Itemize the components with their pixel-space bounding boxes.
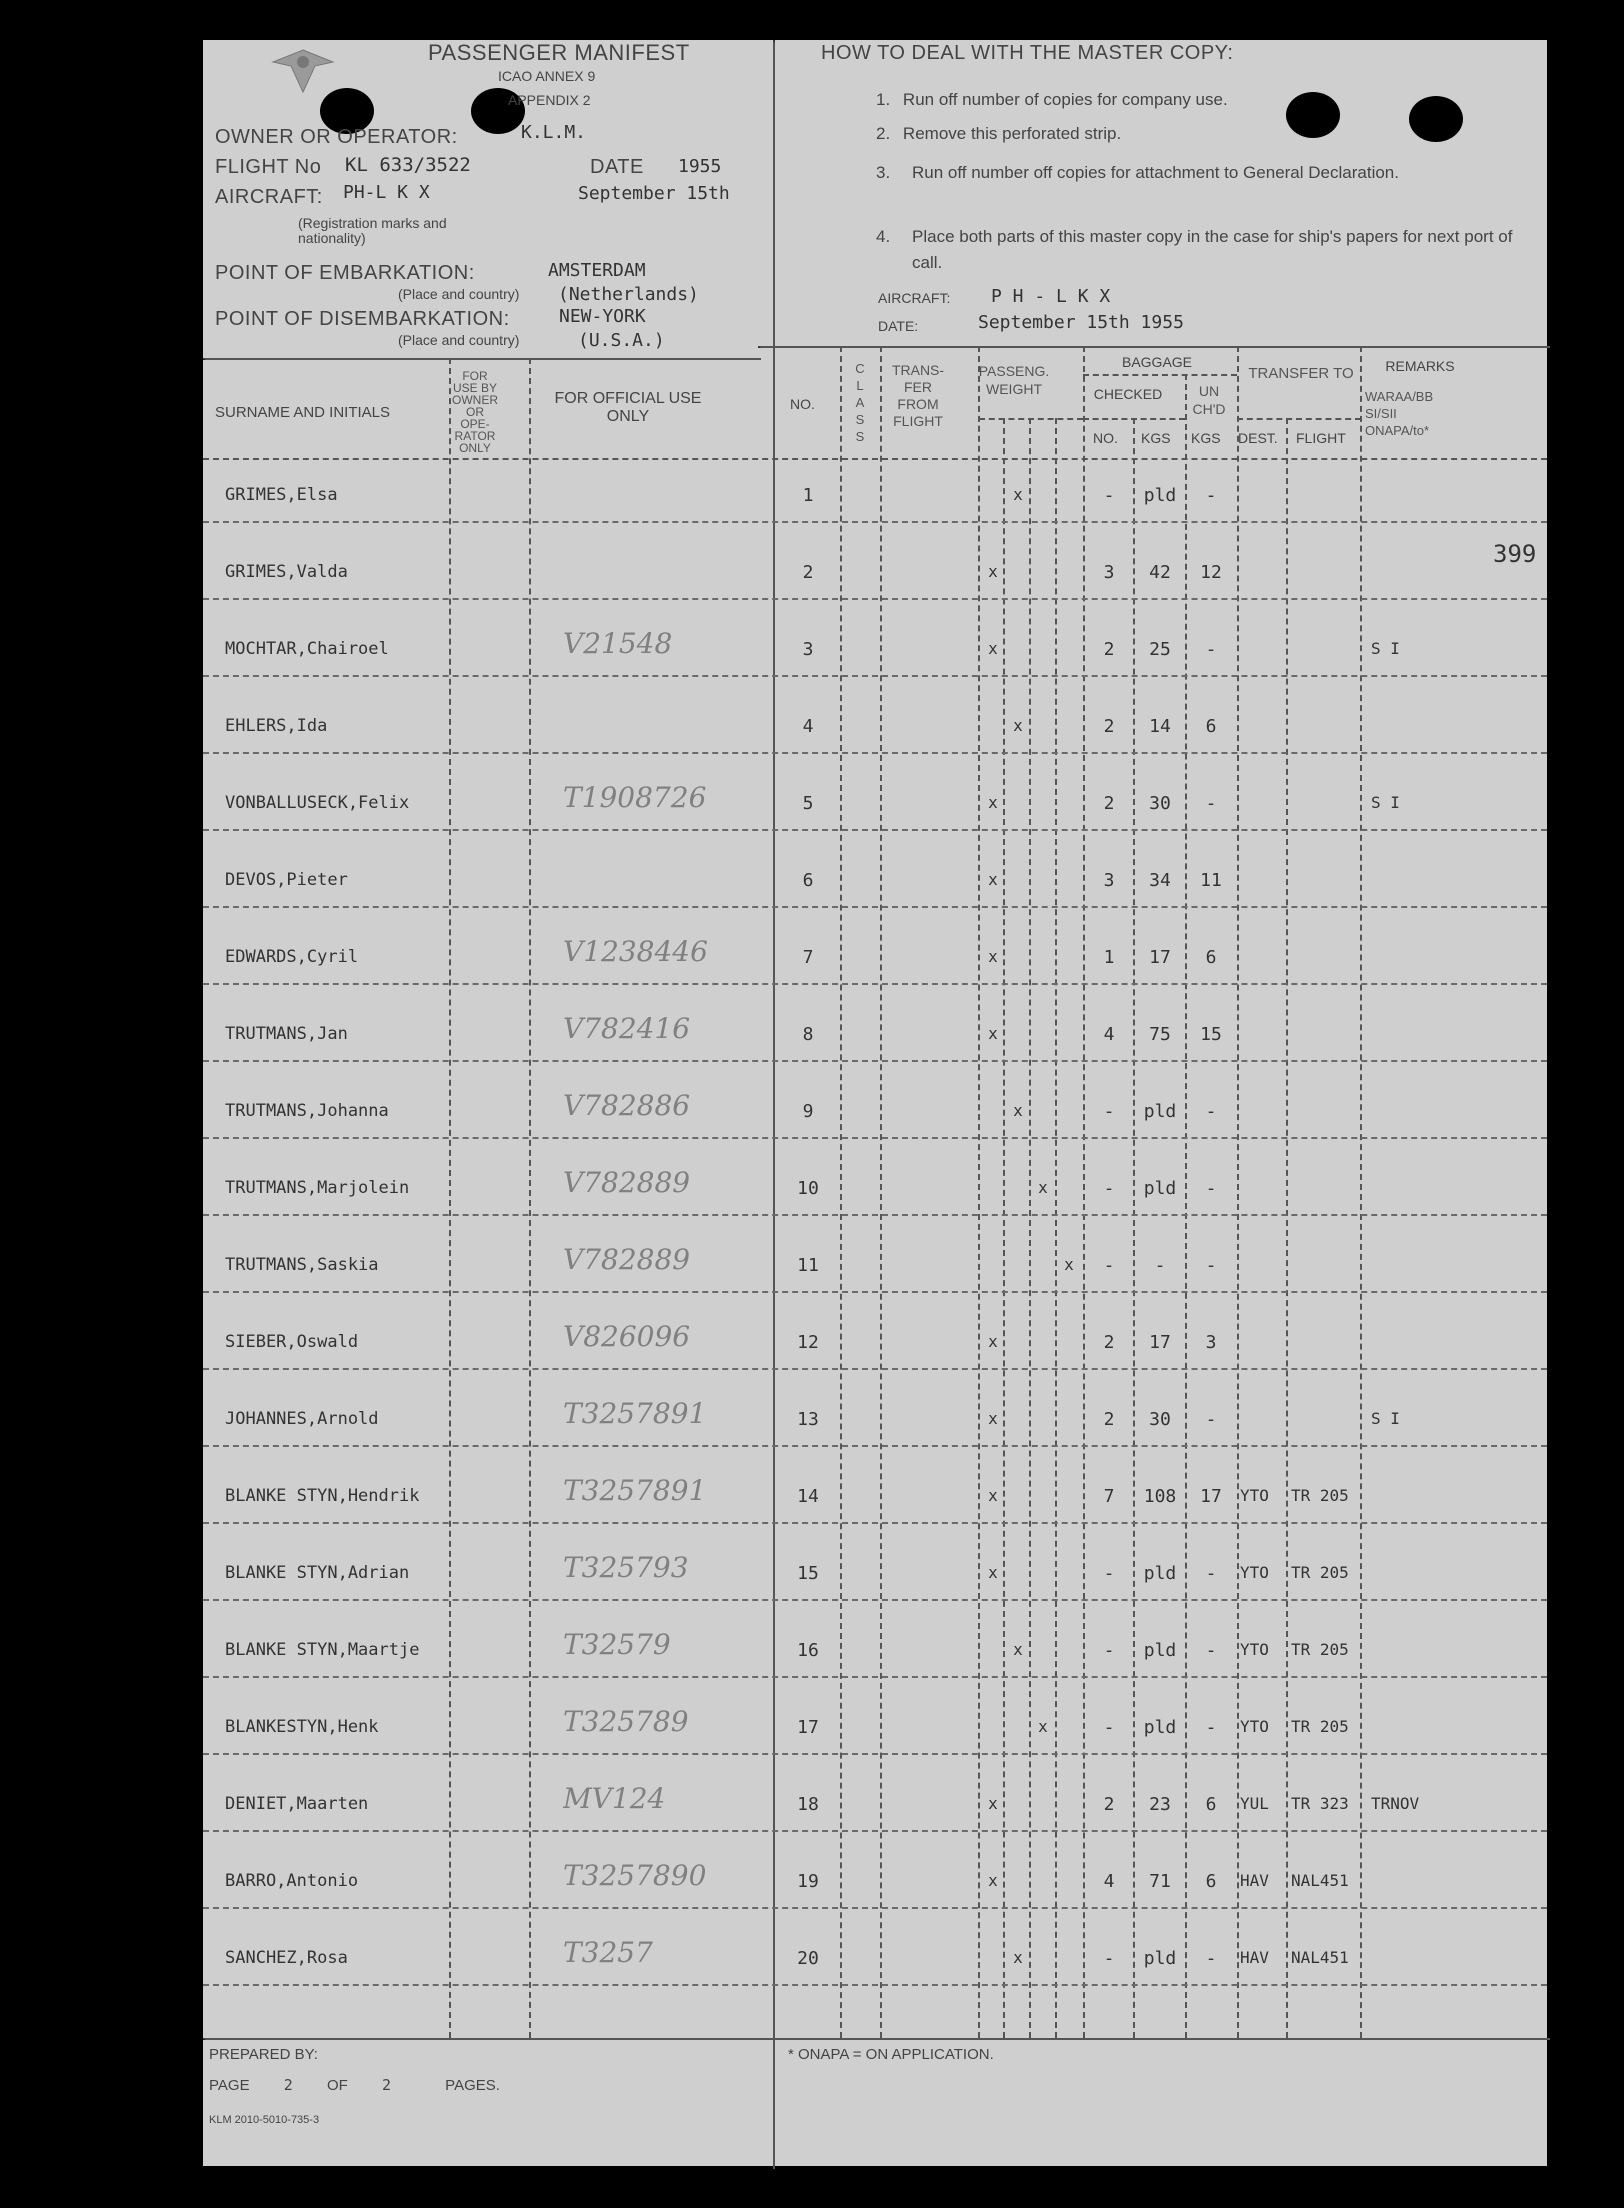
passenger-name: DENIET,Maarten bbox=[225, 1794, 369, 1814]
transfer-flight: TR 205 bbox=[1291, 1640, 1349, 1659]
header-divider bbox=[203, 358, 761, 360]
transfer-flight: TR 205 bbox=[1291, 1563, 1349, 1582]
bag-kgs: 75 bbox=[1149, 1024, 1171, 1045]
step-number: 2. bbox=[876, 124, 891, 143]
bag-kgs: 14 bbox=[1149, 716, 1171, 737]
master-aircraft-label: AIRCRAFT: bbox=[878, 290, 951, 306]
punch-hole bbox=[1286, 92, 1340, 138]
passenger-name: BLANKE STYN,Adrian bbox=[225, 1563, 410, 1583]
transfer-dest: HAV bbox=[1240, 1948, 1269, 1967]
bag-kgs: pld bbox=[1143, 1178, 1177, 1199]
row-divider bbox=[203, 1214, 1547, 1216]
col-checked: CHECKED bbox=[1093, 386, 1163, 402]
passenger-name: GRIMES,Elsa bbox=[225, 485, 338, 505]
passenger-no: 16 bbox=[797, 1640, 819, 1661]
col-flight: FLIGHT bbox=[1296, 430, 1346, 446]
bag-count: 2 bbox=[1103, 716, 1115, 737]
bag-count: - bbox=[1103, 485, 1115, 506]
step-number: 4. bbox=[876, 227, 891, 246]
bag-count: - bbox=[1103, 1563, 1115, 1584]
remarks: TRNOV bbox=[1371, 1794, 1420, 1813]
unchecked-kgs: 6 bbox=[1205, 1871, 1217, 1892]
date-year: 1955 bbox=[678, 156, 722, 177]
unchecked-kgs: 3 bbox=[1205, 1332, 1217, 1353]
page-number: 2 bbox=[283, 2076, 293, 2094]
col-no: NO. bbox=[790, 396, 815, 412]
weight-mark: x bbox=[1064, 1255, 1074, 1274]
of-label: OF bbox=[326, 2077, 348, 2094]
row-divider bbox=[203, 675, 1547, 677]
passenger-name: BLANKE STYN,Maartje bbox=[225, 1640, 420, 1660]
weight-mark: x bbox=[1013, 716, 1023, 735]
owner-value: K.L.M. bbox=[521, 122, 587, 143]
row-divider bbox=[203, 829, 1547, 831]
col-weight: PASSENG. WEIGHT bbox=[978, 363, 1050, 397]
step-text: Remove this perforated strip. bbox=[902, 124, 1122, 143]
disembark-value: NEW-YORK bbox=[559, 306, 646, 327]
step-text: Place both parts of this master copy in the case for ship's papers for next port of call. bbox=[912, 227, 1513, 272]
weight-mark: x bbox=[988, 1794, 998, 1813]
transfer-dest: YTO bbox=[1240, 1563, 1269, 1582]
unchecked-kgs: - bbox=[1205, 1101, 1217, 1122]
official-number: T3257 bbox=[563, 1936, 653, 1969]
row-divider bbox=[203, 1291, 1547, 1293]
column-divider bbox=[1029, 418, 1031, 2038]
transfer-flight: NAL451 bbox=[1291, 1871, 1349, 1890]
header-divider bbox=[758, 346, 1550, 348]
bag-count: - bbox=[1103, 1255, 1115, 1276]
master-step-3 bbox=[876, 160, 1506, 186]
weight-mark: x bbox=[988, 1871, 998, 1890]
col-transfer-from: TRANS-FER FROM FLIGHT bbox=[891, 362, 945, 429]
column-divider bbox=[1185, 374, 1187, 2038]
official-number: T325789 bbox=[563, 1705, 689, 1738]
master-date-label: DATE: bbox=[878, 318, 919, 334]
bag-count: 4 bbox=[1103, 1024, 1115, 1045]
header-divider bbox=[979, 418, 1083, 420]
bag-kgs: pld bbox=[1143, 1717, 1177, 1738]
official-number: T3257890 bbox=[563, 1859, 707, 1892]
header-divider bbox=[1237, 418, 1361, 420]
of-number: 2 bbox=[381, 2076, 391, 2094]
unchecked-kgs: 6 bbox=[1205, 1794, 1217, 1815]
bag-kgs: pld bbox=[1143, 1563, 1177, 1584]
remarks: S I bbox=[1371, 1409, 1400, 1428]
official-number: T3257891 bbox=[563, 1397, 707, 1430]
column-divider bbox=[449, 358, 451, 2038]
passenger-name: MOCHTAR,Chairoel bbox=[225, 639, 389, 659]
step-number: 1. bbox=[876, 90, 891, 109]
col-bag-kgs: KGS bbox=[1141, 430, 1171, 446]
row-divider bbox=[203, 1060, 1547, 1062]
disembark-note: (Place and country) bbox=[398, 332, 520, 348]
col-official-use: FOR OFFICIAL USE ONLY bbox=[554, 390, 702, 425]
passenger-no: 20 bbox=[797, 1948, 819, 1969]
col-unchd: UN CH'D bbox=[1192, 383, 1226, 417]
bag-count: 2 bbox=[1103, 1332, 1115, 1353]
col-transfer-to: TRANSFER TO bbox=[1248, 365, 1354, 382]
passenger-no: 13 bbox=[797, 1409, 819, 1430]
passenger-no: 1 bbox=[802, 485, 814, 506]
header-divider bbox=[1083, 374, 1237, 376]
transfer-dest: YUL bbox=[1240, 1794, 1269, 1813]
form-code: KLM 2010-5010-735-3 bbox=[209, 2114, 320, 2126]
passenger-no: 11 bbox=[797, 1255, 819, 1276]
row-divider bbox=[203, 1522, 1547, 1524]
unchecked-kgs: - bbox=[1205, 1717, 1217, 1738]
col-remarks-sub: WARAA/BB SI/SII ONAPA/to* bbox=[1365, 389, 1434, 438]
passenger-name: TRUTMANS,Marjolein bbox=[225, 1178, 410, 1198]
col-unchd-kgs: KGS bbox=[1191, 430, 1221, 446]
weight-mark: x bbox=[988, 1024, 998, 1043]
transfer-dest: YTO bbox=[1240, 1486, 1269, 1505]
row-divider bbox=[203, 1984, 1547, 1986]
passenger-no: 7 bbox=[802, 947, 814, 968]
passenger-name: GRIMES,Valda bbox=[225, 562, 348, 582]
page-label: PAGE bbox=[209, 2077, 250, 2094]
master-copy-title: HOW TO DEAL WITH THE MASTER COPY: bbox=[821, 42, 1234, 64]
weight-mark: x bbox=[988, 870, 998, 889]
prepared-by: PREPARED BY: bbox=[209, 2046, 318, 2063]
bag-count: - bbox=[1103, 1101, 1115, 1122]
column-divider bbox=[1286, 418, 1288, 2038]
row-divider bbox=[203, 1599, 1547, 1601]
transfer-flight: TR 323 bbox=[1291, 1794, 1349, 1813]
passenger-name: DEVOS,Pieter bbox=[225, 870, 348, 890]
unchecked-kgs: - bbox=[1205, 1948, 1217, 1969]
passenger-no: 9 bbox=[802, 1101, 814, 1122]
transfer-flight: NAL451 bbox=[1291, 1948, 1349, 1967]
form-annex: ICAO ANNEX 9 bbox=[498, 68, 596, 84]
weight-mark: x bbox=[1013, 1101, 1023, 1120]
step-text: Run off number off copies for attachment to General Declaration. bbox=[912, 163, 1399, 182]
header-divider bbox=[203, 458, 1547, 460]
passenger-no: 10 bbox=[797, 1178, 819, 1199]
pages-label: PAGES. bbox=[445, 2077, 500, 2094]
form-title: PASSENGER MANIFEST bbox=[428, 40, 690, 65]
step-text: Run off number of copies for company use. bbox=[902, 90, 1228, 109]
official-number: T32579 bbox=[563, 1628, 671, 1661]
embark-note: (Place and country) bbox=[398, 286, 520, 302]
passenger-no: 19 bbox=[797, 1871, 819, 1892]
owner-label: OWNER OR OPERATOR: bbox=[215, 126, 458, 148]
official-number: V21548 bbox=[563, 627, 673, 660]
official-number: V782886 bbox=[563, 1089, 691, 1122]
master-aircraft-value: P H - L K X bbox=[991, 286, 1111, 307]
weight-mark: x bbox=[988, 947, 998, 966]
flight-value: KL 633/3522 bbox=[345, 154, 471, 176]
unchecked-kgs: 6 bbox=[1205, 947, 1217, 968]
form-appendix: APPENDIX 2 bbox=[508, 92, 591, 108]
unchecked-kgs: 11 bbox=[1200, 870, 1222, 891]
bag-count: 2 bbox=[1103, 1409, 1115, 1430]
bag-count: 2 bbox=[1103, 639, 1115, 660]
passenger-name: EDWARDS,Cyril bbox=[225, 947, 359, 967]
flight-label: FLIGHT No bbox=[215, 156, 322, 178]
bag-kgs: 23 bbox=[1149, 1794, 1171, 1815]
passenger-name: SANCHEZ,Rosa bbox=[225, 1948, 348, 1968]
transfer-flight: TR 205 bbox=[1291, 1717, 1349, 1736]
remarks: S I bbox=[1371, 639, 1400, 658]
bag-count: - bbox=[1103, 1717, 1115, 1738]
passenger-name: TRUTMANS,Jan bbox=[225, 1024, 348, 1044]
unchecked-kgs: - bbox=[1205, 1640, 1217, 1661]
column-divider bbox=[1133, 418, 1135, 2038]
row-divider bbox=[203, 752, 1547, 754]
official-number: T325793 bbox=[563, 1551, 689, 1584]
transfer-dest: YTO bbox=[1240, 1640, 1269, 1659]
bag-kgs: 17 bbox=[1149, 1332, 1171, 1353]
unchecked-kgs: 6 bbox=[1205, 716, 1217, 737]
weight-mark: x bbox=[1013, 1948, 1023, 1967]
col-class: CLASS bbox=[855, 361, 865, 444]
bag-kgs: 30 bbox=[1149, 1409, 1171, 1430]
passenger-no: 12 bbox=[797, 1332, 819, 1353]
aircraft-note: (Registration marks and nationality) bbox=[298, 215, 447, 246]
weight-mark: x bbox=[988, 1409, 998, 1428]
bag-kgs: 34 bbox=[1149, 870, 1171, 891]
column-divider bbox=[529, 358, 531, 2038]
master-step-4 bbox=[876, 224, 1516, 276]
weight-mark: x bbox=[988, 639, 998, 658]
row-divider bbox=[203, 1907, 1547, 1909]
bag-count: 4 bbox=[1103, 1871, 1115, 1892]
bag-count: 7 bbox=[1103, 1486, 1115, 1507]
bag-count: - bbox=[1103, 1640, 1115, 1661]
passenger-no: 6 bbox=[802, 870, 814, 891]
bag-count: - bbox=[1103, 1178, 1115, 1199]
embark-value: AMSTERDAM bbox=[548, 260, 646, 281]
passenger-name: BLANKE STYN,Hendrik bbox=[225, 1486, 420, 1506]
bag-kgs: 42 bbox=[1149, 562, 1171, 583]
bag-kgs: 108 bbox=[1143, 1486, 1177, 1507]
step-number: 3. bbox=[876, 163, 891, 182]
passenger-name: BLANKESTYN,Henk bbox=[225, 1717, 379, 1737]
passenger-no: 18 bbox=[797, 1794, 819, 1815]
passenger-name: TRUTMANS,Saskia bbox=[225, 1255, 379, 1275]
weight-mark: x bbox=[1013, 485, 1023, 504]
footnote: * ONAPA = ON APPLICATION. bbox=[788, 2046, 994, 2063]
official-number: V782416 bbox=[563, 1012, 691, 1045]
passenger-no: 4 bbox=[802, 716, 814, 737]
official-number: V1238446 bbox=[563, 935, 708, 968]
passenger-name: TRUTMANS,Johanna bbox=[225, 1101, 389, 1121]
margin-number: 399 bbox=[1493, 540, 1537, 568]
official-number: T1908726 bbox=[563, 781, 707, 814]
unchecked-kgs: - bbox=[1205, 1563, 1217, 1584]
row-divider bbox=[203, 1137, 1547, 1139]
bag-count: 2 bbox=[1103, 793, 1115, 814]
aircraft-value: PH-L K X bbox=[343, 182, 430, 203]
disembark-country: (U.S.A.) bbox=[578, 330, 665, 351]
transfer-dest: YTO bbox=[1240, 1717, 1269, 1736]
passenger-name: EHLERS,Ida bbox=[225, 716, 328, 736]
weight-mark: x bbox=[988, 1332, 998, 1351]
unchecked-kgs: - bbox=[1205, 793, 1217, 814]
official-number: MV124 bbox=[563, 1782, 666, 1815]
master-step-2 bbox=[876, 124, 1121, 144]
official-number: V826096 bbox=[563, 1320, 691, 1353]
remarks: S I bbox=[1371, 793, 1400, 812]
passenger-no: 14 bbox=[797, 1486, 819, 1507]
master-date-value: September 15th 1955 bbox=[978, 312, 1184, 333]
date-value: September 15th bbox=[578, 183, 730, 204]
row-divider bbox=[203, 906, 1547, 908]
passenger-name: JOHANNES,Arnold bbox=[225, 1409, 379, 1429]
disembark-label: POINT OF DISEMBARKATION: bbox=[215, 308, 510, 330]
embark-country: (Netherlands) bbox=[558, 284, 699, 305]
punch-hole bbox=[1409, 96, 1463, 142]
unchecked-kgs: - bbox=[1205, 639, 1217, 660]
passenger-no: 17 bbox=[797, 1717, 819, 1738]
unchecked-kgs: - bbox=[1205, 1255, 1217, 1276]
row-divider bbox=[203, 1445, 1547, 1447]
col-baggage: BAGGAGE bbox=[1121, 354, 1193, 370]
official-number: T3257891 bbox=[563, 1474, 707, 1507]
column-divider bbox=[1003, 418, 1005, 2038]
bag-kgs: 71 bbox=[1149, 1871, 1171, 1892]
page-count bbox=[209, 2076, 500, 2094]
weight-mark: x bbox=[1038, 1178, 1048, 1197]
passenger-no: 15 bbox=[797, 1563, 819, 1584]
passenger-name: VONBALLUSECK,Felix bbox=[225, 793, 410, 813]
footer-divider bbox=[203, 2038, 1550, 2040]
unchecked-kgs: - bbox=[1205, 1178, 1217, 1199]
row-divider bbox=[203, 1753, 1547, 1755]
bag-count: 2 bbox=[1103, 1794, 1115, 1815]
bag-kgs: pld bbox=[1143, 1101, 1177, 1122]
unchecked-kgs: - bbox=[1205, 485, 1217, 506]
bag-kgs: - bbox=[1154, 1255, 1166, 1276]
weight-mark: x bbox=[988, 793, 998, 812]
unchecked-kgs: 15 bbox=[1200, 1024, 1222, 1045]
weight-mark: x bbox=[1038, 1717, 1048, 1736]
transfer-dest: HAV bbox=[1240, 1871, 1269, 1890]
bag-kgs: 17 bbox=[1149, 947, 1171, 968]
row-divider bbox=[203, 521, 1547, 523]
weight-mark: x bbox=[988, 1563, 998, 1582]
center-divider bbox=[773, 40, 775, 2169]
bag-kgs: 25 bbox=[1149, 639, 1171, 660]
weight-mark: x bbox=[1013, 1640, 1023, 1659]
weight-mark: x bbox=[988, 1486, 998, 1505]
official-number: V782889 bbox=[563, 1243, 691, 1276]
weight-mark: x bbox=[988, 562, 998, 581]
embark-label: POINT OF EMBARKATION: bbox=[215, 262, 475, 284]
row-divider bbox=[203, 1830, 1547, 1832]
passenger-no: 3 bbox=[802, 639, 814, 660]
col-owner-use: FOR USE BY OWNER OR OPE-RATOR ONLY bbox=[452, 369, 498, 455]
col-bag-no: NO. bbox=[1093, 430, 1118, 446]
bag-count: 1 bbox=[1103, 947, 1115, 968]
passenger-name: BARRO,Antonio bbox=[225, 1871, 359, 1891]
passenger-no: 2 bbox=[802, 562, 814, 583]
unchecked-kgs: - bbox=[1205, 1409, 1217, 1430]
klm-logo-icon bbox=[263, 42, 343, 102]
row-divider bbox=[203, 1368, 1547, 1370]
bag-count: 3 bbox=[1103, 562, 1115, 583]
passenger-name: SIEBER,Oswald bbox=[225, 1332, 359, 1352]
date-label: DATE bbox=[590, 156, 644, 178]
passenger-no: 8 bbox=[802, 1024, 814, 1045]
passenger-no: 5 bbox=[802, 793, 814, 814]
bag-kgs: 30 bbox=[1149, 793, 1171, 814]
bag-kgs: pld bbox=[1143, 1640, 1177, 1661]
col-surname: SURNAME AND INITIALS bbox=[215, 404, 391, 421]
unchecked-kgs: 17 bbox=[1200, 1486, 1222, 1507]
row-divider bbox=[203, 598, 1547, 600]
manifest-sheet bbox=[203, 40, 1547, 2166]
column-divider bbox=[1055, 418, 1057, 2038]
master-step-1 bbox=[876, 90, 1228, 110]
bag-count: 3 bbox=[1103, 870, 1115, 891]
official-number: V782889 bbox=[563, 1166, 691, 1199]
col-remarks: REMARKS bbox=[1385, 358, 1455, 374]
bag-kgs: pld bbox=[1143, 1948, 1177, 1969]
row-divider bbox=[203, 1676, 1547, 1678]
row-divider bbox=[203, 983, 1547, 985]
aircraft-label: AIRCRAFT: bbox=[215, 186, 323, 208]
transfer-flight: TR 205 bbox=[1291, 1486, 1349, 1505]
col-dest: DEST. bbox=[1238, 430, 1278, 446]
bag-count: - bbox=[1103, 1948, 1115, 1969]
unchecked-kgs: 12 bbox=[1200, 562, 1222, 583]
bag-kgs: pld bbox=[1143, 485, 1177, 506]
